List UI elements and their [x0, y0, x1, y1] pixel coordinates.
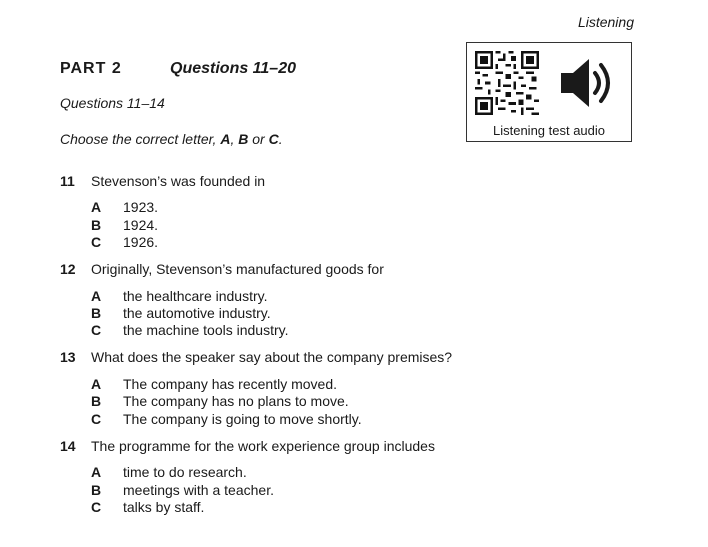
question-text: The programme for the work experience group includes [91, 438, 435, 454]
option-letter: C [91, 234, 102, 250]
section-header: Listening [577, 14, 634, 30]
option-text: the healthcare industry. [123, 288, 268, 304]
question-text: What does the speaker say about the company premises? [91, 349, 453, 365]
option-text: talks by staff. [123, 499, 205, 515]
audio-caption: Listening test audio [492, 123, 606, 138]
option-letter: C [91, 322, 102, 338]
instruction-letter-b: B [238, 131, 249, 147]
instruction-letter-a: A [220, 131, 231, 147]
option-letter: B [91, 217, 102, 233]
option-text: 1926. [123, 234, 159, 250]
option-letter: B [91, 482, 102, 498]
option-letter: C [91, 499, 102, 515]
instruction [60, 131, 283, 147]
subheading: Questions 11–14 [60, 95, 165, 111]
questions-range: Questions 11–20 [170, 60, 296, 77]
speaker-icon[interactable] [557, 55, 617, 111]
instruction-sep2: or [248, 131, 269, 147]
option-letter: A [91, 288, 102, 304]
instruction-letter-c: C [268, 131, 279, 147]
option-letter: B [91, 305, 102, 321]
option-text: The company has no plans to move. [123, 393, 349, 409]
question-text: Stevenson’s was founded in [91, 173, 266, 189]
question-number: 14 [60, 438, 76, 454]
option-letter: A [91, 376, 102, 392]
instruction-prefix: Choose the correct letter, [60, 131, 221, 147]
instruction-sep1: , [230, 131, 239, 147]
question-text: Originally, Stevenson’s manufactured goods for [91, 261, 384, 277]
instruction-suffix: . [278, 131, 283, 147]
option-text: The company has recently moved. [123, 376, 337, 392]
option-letter: C [91, 411, 102, 427]
option-text: the machine tools industry. [123, 322, 289, 338]
option-letter: B [91, 393, 102, 409]
option-text: 1923. [123, 199, 159, 215]
part-heading: PART 2 [60, 60, 122, 77]
option-text: time to do research. [123, 464, 247, 480]
question-number: 13 [60, 349, 76, 365]
option-text: The company is going to move shortly. [123, 411, 362, 427]
option-letter: A [91, 199, 102, 215]
option-letter: A [91, 464, 102, 480]
question-number: 12 [60, 261, 76, 277]
qr-code[interactable] [475, 51, 539, 115]
question-number: 11 [60, 173, 75, 189]
option-text: 1924. [123, 217, 159, 233]
option-text: the automotive industry. [123, 305, 271, 321]
option-text: meetings with a teacher. [123, 482, 274, 498]
audio-box[interactable] [466, 42, 632, 142]
